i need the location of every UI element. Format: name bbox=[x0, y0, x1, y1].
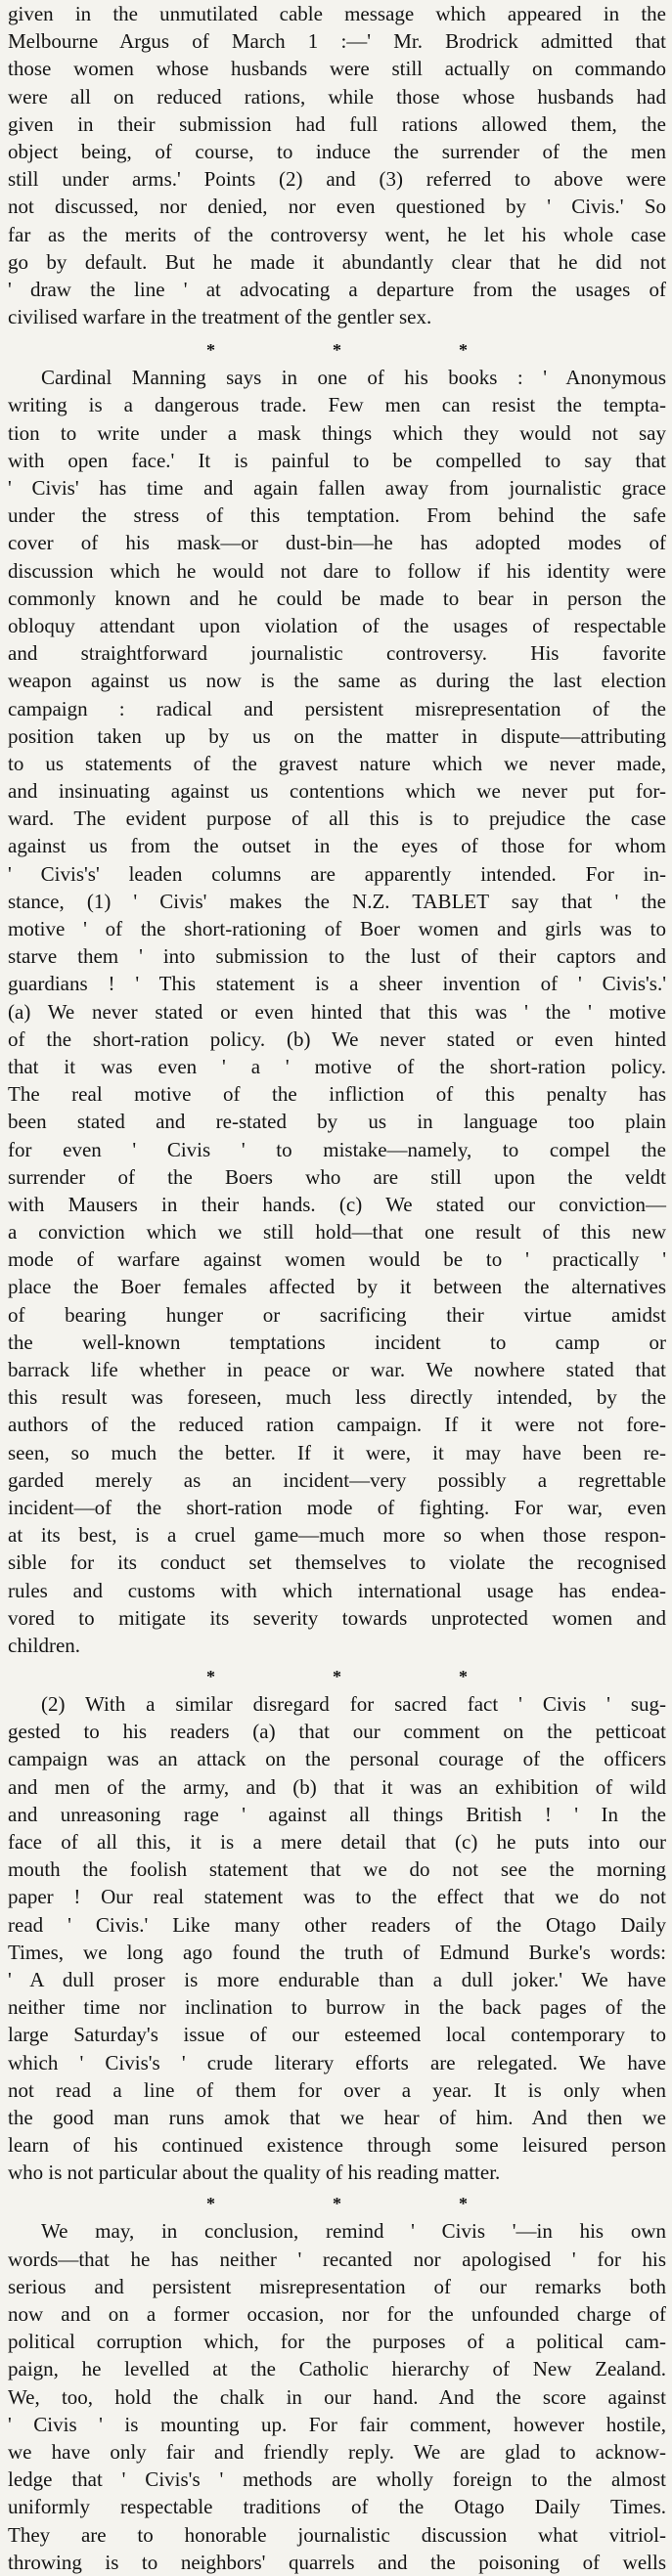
text-line: surrender of the Boers who are still upon the veldt bbox=[8, 1164, 666, 1189]
text-line: given in their submission had full rations allowed them, the bbox=[8, 111, 666, 136]
text-line: ' draw the line ' at advocating a departure from the usages of bbox=[8, 277, 666, 301]
separator-star: * bbox=[206, 1667, 215, 1687]
text-line: ledge that ' Civis's ' methods are wholly foreign to the almost bbox=[8, 2467, 666, 2492]
section-separator bbox=[8, 1663, 666, 1690]
text-line: discussion which he would not dare to follow if his identity were bbox=[8, 558, 666, 583]
text-line: which ' Civis's ' crude literary efforts are relegated. We have bbox=[8, 2050, 666, 2074]
text-line: not read a line of them for over a year. It is only when bbox=[8, 2077, 666, 2102]
text-line: neither time nor inclination to burrow in the back pages of the bbox=[8, 1995, 666, 2020]
text-line: still under arms.' Points (2) and (3) referred to above were bbox=[8, 167, 666, 192]
separator-star: * bbox=[206, 340, 215, 361]
text-line: and men of the army, and (b) that it was an exhibition of wild bbox=[8, 1774, 666, 1799]
text-line: those women whose husbands were still actually on commando bbox=[8, 57, 666, 81]
text-line: starve them ' into submission to the lust of their captors and bbox=[8, 944, 666, 969]
text-line: and insinuating against us contentions which we never put for- bbox=[8, 779, 666, 804]
paragraph-conclusion bbox=[8, 2217, 666, 2575]
text-line: paper ! Our real statement was to the effect that we do not bbox=[8, 1885, 666, 1909]
text-line: Melbourne Argus of March 1 :—' Mr. Brodrick admitted that bbox=[8, 29, 666, 54]
separator-star: * bbox=[459, 2194, 468, 2214]
text-line: campaign was an attack on the personal courage of the officers bbox=[8, 1747, 666, 1771]
separator-star: * bbox=[459, 340, 468, 361]
text-line: writing is a dangerous trade. Few men can resist the tempta- bbox=[8, 393, 666, 417]
text-line: to us statements of the gravest nature which we never made, bbox=[8, 751, 666, 775]
text-line: now and on a former occasion, nor for the unfounded charge of bbox=[8, 2302, 666, 2326]
text-line: with Mausers in their hands. (c) We stated our conviction— bbox=[8, 1192, 666, 1216]
text-line: We, too, hold the chalk in our hand. And the score against bbox=[8, 2384, 666, 2409]
text-line: Cardinal Manning says in one of his books : ' Anonymous bbox=[41, 366, 666, 390]
text-line: and unreasoning rage ' against all things British ! ' In the bbox=[8, 1802, 666, 1826]
text-line: and straightforward journalistic controversy. His favorite bbox=[8, 641, 666, 666]
text-line: at its best, is a cruel game—much more so when those respon- bbox=[8, 1523, 666, 1548]
text-line: motive ' of the short-rationing of Boer women and girls was to bbox=[8, 917, 666, 940]
text-line: political corruption which, for the purposes of a political cam- bbox=[8, 2330, 666, 2354]
text-line: against us from the outset in the eyes of those for whom bbox=[8, 834, 666, 858]
section-separator bbox=[8, 336, 666, 364]
text-line: that it was even ' a ' motive of the short-ration policy. bbox=[8, 1054, 666, 1078]
text-line: incident—of the short-ration mode of fighting. For war, even bbox=[8, 1495, 666, 1519]
paragraph-disregard-sacred-fact bbox=[8, 1690, 666, 2186]
text-line: not discussed, nor denied, nor even questioned by ' Civis.' So bbox=[8, 195, 666, 219]
text-line: who is not particular about the quality of his reading matter. bbox=[8, 2161, 501, 2185]
text-line: this result was foreseen, much less directly intended, by the bbox=[8, 1385, 666, 1410]
text-line: with open face.' It is painful to be compelled to say that bbox=[8, 448, 666, 472]
text-line: the good man runs amok that we hear of him. And then we bbox=[8, 2105, 666, 2129]
separator-star: * bbox=[333, 1667, 341, 1687]
text-line: face of all this, it is a mere detail that (c) he puts into our bbox=[8, 1830, 666, 1854]
text-line: The real motive of the infliction of this penalty has bbox=[8, 1082, 666, 1107]
text-line: garded merely as an incident—very possibly a regrettable bbox=[8, 1467, 666, 1492]
text-line: tion to write under a mask things which they would not say bbox=[8, 420, 666, 445]
separator-star: * bbox=[333, 340, 341, 361]
text-line: ' A dull proser is more endurable than a dull joker.' We have bbox=[8, 1967, 666, 1991]
text-line: vored to mitigate its severity towards unprotected women and bbox=[8, 1605, 666, 1630]
text-line: stance, (1) ' Civis' makes the N.Z. TABLET say that ' the bbox=[8, 889, 666, 913]
text-line: ' Civis ' is mounting up. For fair comment, however hostile, bbox=[8, 2412, 666, 2436]
text-line: serious and persistent misrepresentation of our remarks both bbox=[8, 2274, 666, 2298]
text-line: rules and customs with which international usage has endea- bbox=[8, 1578, 666, 1602]
text-line: object being, of course, to induce the surrender of the men bbox=[8, 139, 666, 163]
section-separator bbox=[8, 2190, 666, 2217]
text-line: (a) We never stated or even hinted that this was ' the ' motive bbox=[8, 999, 666, 1024]
text-line: Times, we long ago found the truth of Edmund Burke's words: bbox=[8, 1940, 666, 1964]
text-line: campaign : radical and persistent misrepresentation of the bbox=[8, 696, 666, 720]
text-line: (2) With a similar disregard for sacred fact ' Civis ' sug- bbox=[41, 1692, 666, 1717]
separator-star: * bbox=[206, 2194, 215, 2214]
text-line: We may, in conclusion, remind ' Civis '—in his own bbox=[41, 2219, 666, 2244]
text-line: children. bbox=[8, 1633, 81, 1657]
text-line: mode of warfare against women would be to ' practically ' bbox=[8, 1247, 666, 1272]
text-line: the well-known temptations incident to camp or bbox=[8, 1330, 666, 1354]
text-line: seen, so much the better. If it were, it may have been re- bbox=[8, 1440, 666, 1464]
text-line: weapon against us now is the same as during the last election bbox=[8, 669, 666, 693]
article-column bbox=[8, 0, 666, 2576]
text-line: civilised warfare in the treatment of the gentler sex. bbox=[8, 305, 432, 329]
separator-star: * bbox=[459, 1667, 468, 1687]
text-line: ' Civis's' leaden columns are apparently intended. For in- bbox=[8, 861, 666, 886]
text-line: position taken up by us on the matter in dispute—attributing bbox=[8, 723, 666, 748]
text-line: cover of his mask—or dust-bin—he has adopted modes of bbox=[8, 531, 666, 555]
text-line: They are to honorable journalistic discussion what vitriol- bbox=[8, 2522, 666, 2547]
text-line: authors of the reduced ration campaign. If it were not fore- bbox=[8, 1413, 666, 1437]
text-line: obloquy attendant upon violation of the usages of respectable bbox=[8, 613, 666, 637]
text-line: ' Civis' has time and again fallen away from journalistic grace bbox=[8, 476, 666, 500]
text-line: words—that he has neither ' recanted nor apologised ' for his bbox=[8, 2247, 666, 2271]
text-line: learn of his continued existence through some leisured person bbox=[8, 2133, 666, 2158]
paragraph-argus-quote bbox=[8, 0, 666, 330]
text-line: paign, he levelled at the Catholic hierarchy of New Zealand. bbox=[8, 2357, 666, 2381]
text-line: a conviction which we still hold—that one result of this new bbox=[8, 1220, 666, 1244]
text-line: been stated and re-stated by us in language too plain bbox=[8, 1110, 666, 1134]
text-line: sible for its conduct set themselves to violate the recognised bbox=[8, 1550, 666, 1575]
text-line: read ' Civis.' Like many other readers of the Otago Daily bbox=[8, 1912, 666, 1937]
text-line: guardians ! ' This statement is a sheer invention of ' Civis's.' bbox=[8, 972, 666, 996]
text-line: for even ' Civis ' to mistake—namely, to compel the bbox=[8, 1137, 666, 1161]
text-line: far as the merits of the controversy went, he let his whole case bbox=[8, 222, 666, 246]
text-line: uniformly respectable traditions of the Otago Daily Times. bbox=[8, 2495, 666, 2519]
text-line: gested to his readers (a) that our comment on the petticoat bbox=[8, 1720, 666, 1744]
text-line: throwing is to neighbors' quarrels and the poisoning of wells bbox=[8, 2550, 666, 2574]
text-line: of bearing hunger or sacrificing their virtue amidst bbox=[8, 1302, 666, 1327]
text-line: barrack life whether in peace or war. We nowhere stated that bbox=[8, 1358, 666, 1381]
text-line: of the short-ration policy. (b) We never stated or even hinted bbox=[8, 1026, 666, 1051]
text-line: under the stress of this temptation. From behind the safe bbox=[8, 503, 666, 528]
paragraph-cardinal-manning bbox=[8, 364, 666, 1659]
text-line: we have only fair and friendly reply. We are glad to acknow- bbox=[8, 2439, 666, 2464]
separator-star: * bbox=[333, 2194, 341, 2214]
text-line: large Saturday's issue of our esteemed local contemporary to bbox=[8, 2023, 666, 2047]
text-line: go by default. But he made it abundantly clear that he did not bbox=[8, 249, 666, 274]
text-line: place the Boer females affected by it between the alternatives bbox=[8, 1275, 666, 1299]
text-line: commonly known and he could be made to bear in person the bbox=[8, 586, 666, 610]
text-line: mouth the foolish statement that we do not see the morning bbox=[8, 1857, 666, 1882]
text-line: were all on reduced rations, while those whose husbands had bbox=[8, 84, 666, 109]
text-line: ward. The evident purpose of all this is to prejudice the case bbox=[8, 807, 666, 831]
text-line: given in the unmutilated cable message which appeared in the bbox=[8, 2, 666, 25]
